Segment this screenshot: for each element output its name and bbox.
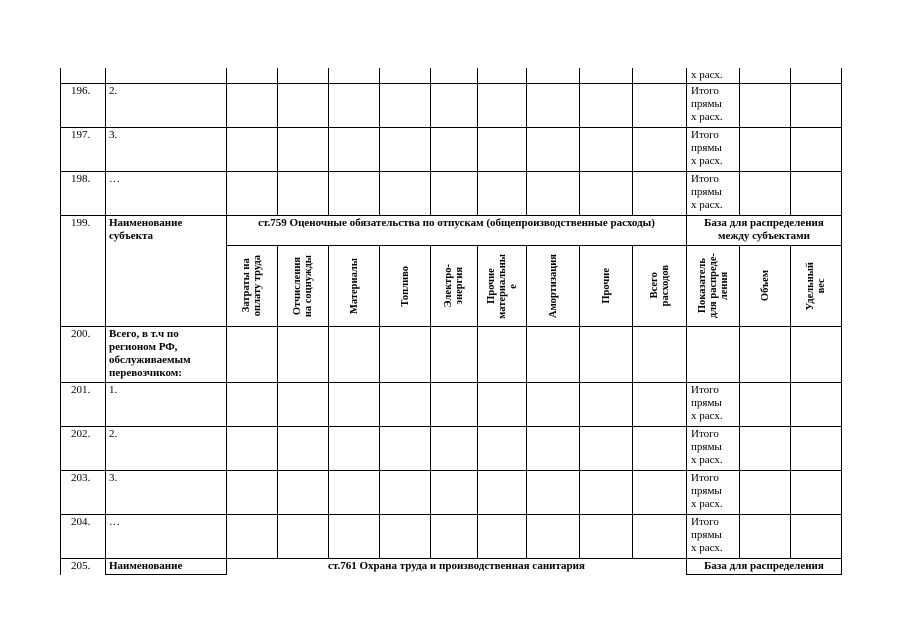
itogo-cell: Итого прямы х расх. — [687, 515, 740, 559]
base-title: База для распределения — [687, 559, 842, 575]
cell — [61, 68, 106, 84]
row-name: 2. — [106, 427, 227, 471]
row-name: Всего, в т.ч по регионом РФ, обслуживаемым перевозчиком: — [106, 327, 227, 383]
row-number: 203. — [61, 471, 106, 515]
itogo-cell: Итого прямы х расх. — [687, 128, 740, 172]
table-row — [61, 172, 842, 216]
section-title: ст.759 Оценочные обязательства по отпускам (общепроизводственные расходы) — [227, 216, 687, 246]
table-row — [61, 471, 842, 515]
subject-name-header: Наименование — [106, 559, 227, 575]
row-number: 199. — [61, 216, 106, 327]
itogo-cell: Итого прямы х расх. — [687, 427, 740, 471]
base-column-header: Объем — [740, 246, 791, 327]
column-header: Материалы — [329, 246, 380, 327]
section-header-row — [61, 559, 842, 575]
itogo-cell: х расх. — [687, 68, 740, 84]
row-name: … — [106, 172, 227, 216]
row-number: 197. — [61, 128, 106, 172]
base-column-header: Удельный вес — [791, 246, 842, 327]
row-name: 3. — [106, 471, 227, 515]
column-header: Всего расходов — [633, 246, 687, 327]
table-row — [61, 383, 842, 427]
itogo-cell: Итого прямы х расх. — [687, 84, 740, 128]
base-column-header: Показатель для распреде- ления — [687, 246, 740, 327]
column-header: Прочие материальны е — [478, 246, 527, 327]
section-title: ст.761 Охрана труда и производственная санитария — [227, 559, 687, 575]
cell — [106, 68, 227, 84]
section-header-row — [61, 216, 842, 246]
column-header: Затраты на оплату труда — [227, 246, 278, 327]
table-row — [61, 84, 842, 128]
column-header: Амортизация — [527, 246, 580, 327]
column-header: Отчисления на соцнужды — [278, 246, 329, 327]
row-name: 3. — [106, 128, 227, 172]
base-title: База для распределения между субъектами — [687, 216, 842, 246]
itogo-cell: Итого прямы х расх. — [687, 172, 740, 216]
row-name: … — [106, 515, 227, 559]
row-number: 205. — [61, 559, 106, 575]
subject-name-header: Наименование субъекта — [106, 216, 227, 327]
table-row — [61, 128, 842, 172]
itogo-cell: Итого прямы х расх. — [687, 471, 740, 515]
row-number: 200. — [61, 327, 106, 383]
column-header: Прочие — [580, 246, 633, 327]
table-row — [61, 68, 842, 84]
row-number: 198. — [61, 172, 106, 216]
row-number: 202. — [61, 427, 106, 471]
row-name: 2. — [106, 84, 227, 128]
row-number: 196. — [61, 84, 106, 128]
table-row — [61, 515, 842, 559]
table-row — [61, 427, 842, 471]
itogo-cell: Итого прямы х расх. — [687, 383, 740, 427]
cost-distribution-table — [60, 68, 842, 575]
row-number: 201. — [61, 383, 106, 427]
row-number: 204. — [61, 515, 106, 559]
row-name: 1. — [106, 383, 227, 427]
column-header: Электро- энергия — [431, 246, 478, 327]
column-header: Топливо — [380, 246, 431, 327]
table-row — [61, 327, 842, 383]
